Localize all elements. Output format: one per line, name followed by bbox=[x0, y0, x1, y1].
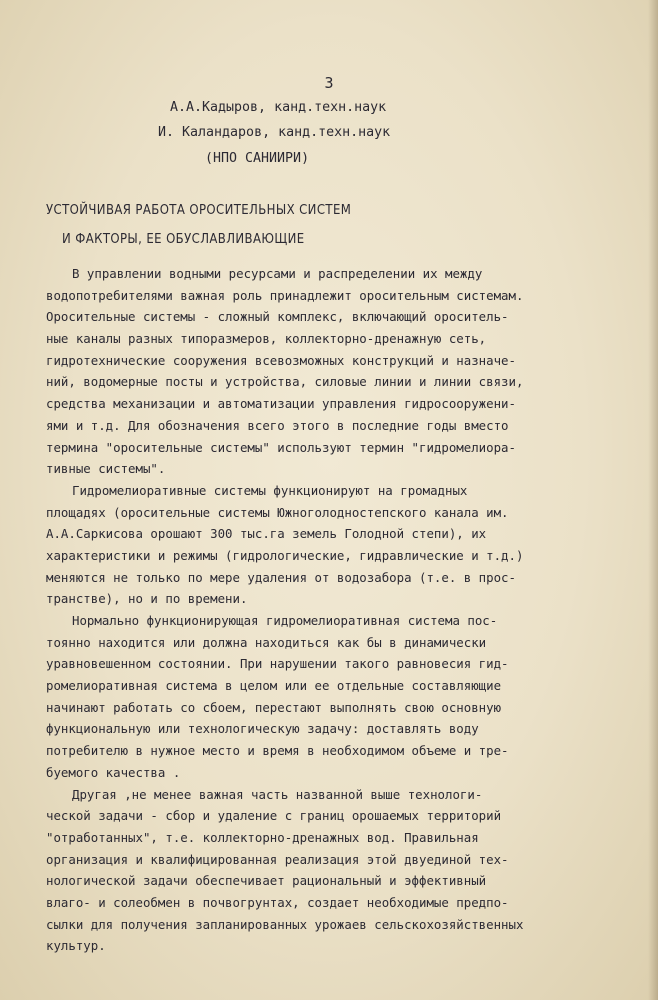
text-line: начинают работать со сбоем, перестают выполнять свою основную bbox=[46, 699, 502, 715]
text-line: ями и т.д. Для обозначения всего этого в последние годы вместо bbox=[46, 417, 509, 433]
text-line: тоянно находится или должна находиться как бы в динамически bbox=[46, 634, 487, 650]
text-line: организация и квалифицированная реализация этой двуединой тех- bbox=[46, 851, 509, 867]
text-line: средства механизации и автоматизации управления гидросооружени- bbox=[46, 396, 516, 412]
text-line: нологической задачи обеспечивает рациональный и эффективный bbox=[46, 873, 487, 889]
article-title-line: УСТОЙЧИВАЯ РАБОТА ОРОСИТЕЛЬНЫХ СИСТЕМ bbox=[46, 203, 352, 218]
text-line: "отработанных", т.е. коллекторно-дренажных вод. Правильная bbox=[46, 829, 479, 845]
text-line: характеристики и режимы (гидрологические, гидравлические и т.д.) bbox=[46, 547, 524, 563]
text-line: влаго- и солеобмен в почвогрунтах, создает необходимые предпо- bbox=[46, 894, 509, 910]
article-body bbox=[46, 263, 624, 957]
text-line: ческой задачи - сбор и удаление с границ орошаемых территорий bbox=[46, 808, 502, 824]
text-line: тивные системы". bbox=[46, 461, 166, 477]
author-line: А.А.Кадыров, канд.техн.наук bbox=[170, 100, 387, 115]
text-line: Оросительные системы - сложный комплекс, включающий ороситель- bbox=[46, 309, 509, 325]
page-number: 3 bbox=[324, 74, 334, 92]
text-line: Другая ,не менее важная часть названной выше технологи- bbox=[72, 786, 483, 802]
text-line: площадях (оросительные системы Южноголодностепского канала им. bbox=[46, 504, 509, 520]
organization: (НПО САНИИРИ) bbox=[205, 151, 310, 166]
text-line: потребителю в нужное место и время в необходимом объеме и тре- bbox=[46, 743, 509, 759]
author-line: И. Каландаров, канд.техн.наук bbox=[158, 125, 391, 140]
text-line: уравновешенном состоянии. При нарушении такого равновесия гид- bbox=[46, 656, 509, 672]
text-line: термина "оросительные системы" используют термин "гидромелиора- bbox=[46, 439, 516, 455]
text-line: ромелиоративная система в целом или ее отдельные составляющие bbox=[46, 678, 502, 694]
text-line: функциональную или технологическую задачу: доставлять воду bbox=[46, 721, 479, 737]
text-line: ний, водомерные посты и устройства, силовые линии и линии связи, bbox=[46, 374, 524, 390]
text-line: сылки для получения запланированных урожаев сельскохозяйственных bbox=[46, 916, 524, 932]
text-line: В управлении водными ресурсами и распределении их между bbox=[72, 266, 483, 281]
text-line: водопотребителями важная роль принадлежит оросительным системам. bbox=[46, 287, 524, 303]
text-line: Гидромелиоративные системы функционируют на громадных bbox=[72, 482, 468, 498]
article-title-line: И ФАКТОРЫ, ЕЕ ОБУСЛАВЛИВАЮЩИЕ bbox=[62, 232, 305, 247]
text-line: А.А.Саркисова орошают 300 тыс.га земель Голодной степи), их bbox=[46, 526, 487, 542]
text-line: гидротехнические сооружения всевозможных конструкций и назначе- bbox=[46, 352, 516, 368]
text-line: транстве), но и по времени. bbox=[46, 591, 248, 607]
text-line: культур. bbox=[46, 938, 106, 954]
text-line: буемого качества . bbox=[46, 764, 181, 780]
text-line: меняются не только по мере удаления от водозабора (т.е. в прос- bbox=[46, 569, 516, 585]
text-line: ные каналы разных типоразмеров, коллекторно-дренажную сеть, bbox=[46, 331, 487, 347]
page-edge-shadow bbox=[648, 0, 658, 1000]
text-line: Нормально функционирующая гидромелиоративная система пос- bbox=[72, 613, 498, 628]
